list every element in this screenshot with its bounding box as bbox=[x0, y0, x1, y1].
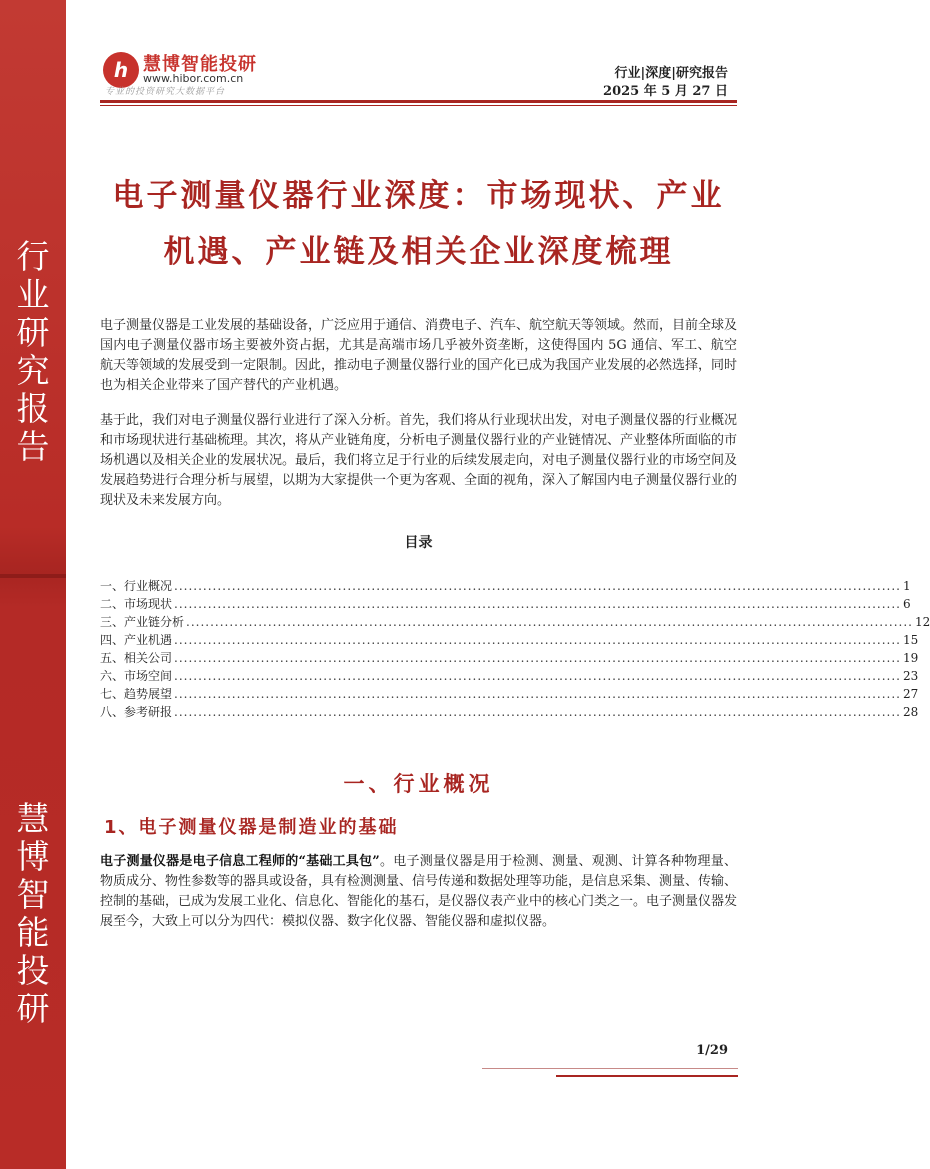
toc-leader: ....................................................................................................................................................... bbox=[174, 597, 901, 611]
header-rule-thin bbox=[100, 105, 737, 106]
sidebar-text-report-type: 行业研究报告 bbox=[16, 237, 50, 466]
section-title: 一、行业概况 bbox=[343, 772, 494, 796]
toc-item-page: 1 bbox=[903, 579, 911, 593]
sidebar-divider bbox=[0, 574, 66, 578]
toc-item[interactable] bbox=[100, 631, 919, 649]
toc-item[interactable] bbox=[100, 577, 911, 595]
footer-rule-accent bbox=[556, 1075, 738, 1077]
toc-item-label: 六、市场空间 bbox=[100, 669, 173, 683]
footer-rule bbox=[482, 1068, 738, 1069]
toc-item-page: 28 bbox=[903, 705, 919, 719]
toc-item[interactable] bbox=[100, 703, 919, 721]
table-of-contents bbox=[100, 577, 930, 721]
toc-item[interactable] bbox=[100, 595, 911, 613]
toc-item-label: 七、趋势展望 bbox=[100, 687, 173, 701]
toc-item-label: 八、参考研报 bbox=[100, 705, 173, 719]
page-number: 1/29 bbox=[696, 1043, 728, 1058]
toc-item-label: 二、市场现状 bbox=[100, 597, 173, 611]
intro-paragraph-2: 基于此，我们对电子测量仪器行业进行了深入分析。首先，我们将从行业现状出发，对电子测量仪器的行业概况和市场现状进行基础梳理。其次，将从产业链角度，分析电子测量仪器行业的产业链情况、产业整体所面临的市场机遇以及相关企业的发展状况。最后，我们将立足于行业的后续发展走向，对电子测量仪器行业的市场空间及发展趋势进行合理分析与展望，以期为大家提供一个更为客观、全面的视角，深入了解国内电子测量仪器行业的现状及未来发展方向。 bbox=[100, 413, 738, 508]
toc-item[interactable] bbox=[100, 667, 919, 685]
report-type: 行业|深度|研究报告 bbox=[614, 66, 728, 81]
toc-item[interactable] bbox=[100, 649, 919, 667]
toc-item[interactable] bbox=[100, 685, 919, 703]
toc-leader: ....................................................................................................................................................... bbox=[174, 651, 901, 665]
toc-item-page: 6 bbox=[903, 597, 911, 611]
toc-leader: ....................................................................................................................................................... bbox=[174, 633, 901, 647]
toc-item-label: 一、行业概况 bbox=[100, 579, 173, 593]
section-subtitle: 1、电子测量仪器是制造业的基础 bbox=[104, 817, 399, 838]
toc-leader: ....................................................................................................................................................... bbox=[174, 705, 901, 719]
sidebar-text-brand: 慧博智能投研 bbox=[16, 799, 50, 1028]
brand-logo bbox=[103, 48, 263, 98]
toc-item-page: 27 bbox=[903, 687, 919, 701]
section-paragraph bbox=[100, 852, 737, 932]
intro-paragraph-1: 电子测量仪器是工业发展的基础设备，广泛应用于通信、消费电子、汽车、航空航天等领域。然而，目前全球及国内电子测量仪器市场主要被外资占据，尤其是高端市场几乎被外资垄断，这使得国内 5G 通信、军工、航空航天等领域的发展受到一定限制。因此，推动电子测量仪器行业的国产化已成为我国产业发展的必然选择，同时也为相关企业带来了国产替代的产业机遇。 bbox=[100, 318, 738, 393]
logo-slogan: 专业的投资研究大数据平台 bbox=[105, 87, 226, 97]
document-title: 电子测量仪器行业深度：市场现状、产业机遇、产业链及相关企业深度梳理 bbox=[112, 178, 725, 270]
logo-name: 慧博智能投研 bbox=[143, 54, 257, 75]
toc-item-page: 12 bbox=[915, 615, 930, 629]
toc-leader: ....................................................................................................................................................... bbox=[186, 615, 913, 629]
toc-item-label: 五、相关公司 bbox=[100, 651, 173, 665]
toc-item-page: 23 bbox=[903, 669, 919, 683]
toc-heading: 目录 bbox=[404, 535, 433, 551]
toc-leader: ....................................................................................................................................................... bbox=[174, 579, 901, 593]
logo-url: www.hibor.com.cn bbox=[143, 72, 244, 85]
toc-item-page: 19 bbox=[903, 651, 919, 665]
toc-leader: ....................................................................................................................................................... bbox=[174, 669, 901, 683]
header-rule bbox=[100, 100, 737, 103]
paragraph-body: 。电子测量仪器是用于检测、测量、观测、计算各种物理量、物质成分、物性参数等的器具或设备，具有检测测量、信号传递和数据处理等功能，是信息采集、测量、传输、控制的基础，已成为发展工业化、信息化、智能化的基石，是仪器仪表产业中的核心门类之一。电子测量仪器发展至今，大致上可以分为四代：模拟仪器、数字化仪器、智能仪器和虚拟仪器。 bbox=[100, 854, 738, 929]
toc-item-page: 15 bbox=[903, 633, 919, 647]
sidebar bbox=[0, 0, 66, 1169]
logo-mark-icon: h bbox=[103, 52, 139, 88]
report-date: 2025 年 5 月 27 日 bbox=[603, 84, 728, 99]
toc-item-label: 三、产业链分析 bbox=[100, 615, 185, 629]
paragraph-lead: 电子测量仪器是电子信息工程师的“基础工具包” bbox=[100, 854, 380, 869]
toc-item-label: 四、产业机遇 bbox=[100, 633, 173, 647]
toc-leader: ....................................................................................................................................................... bbox=[174, 687, 901, 701]
toc-item[interactable] bbox=[100, 613, 930, 631]
